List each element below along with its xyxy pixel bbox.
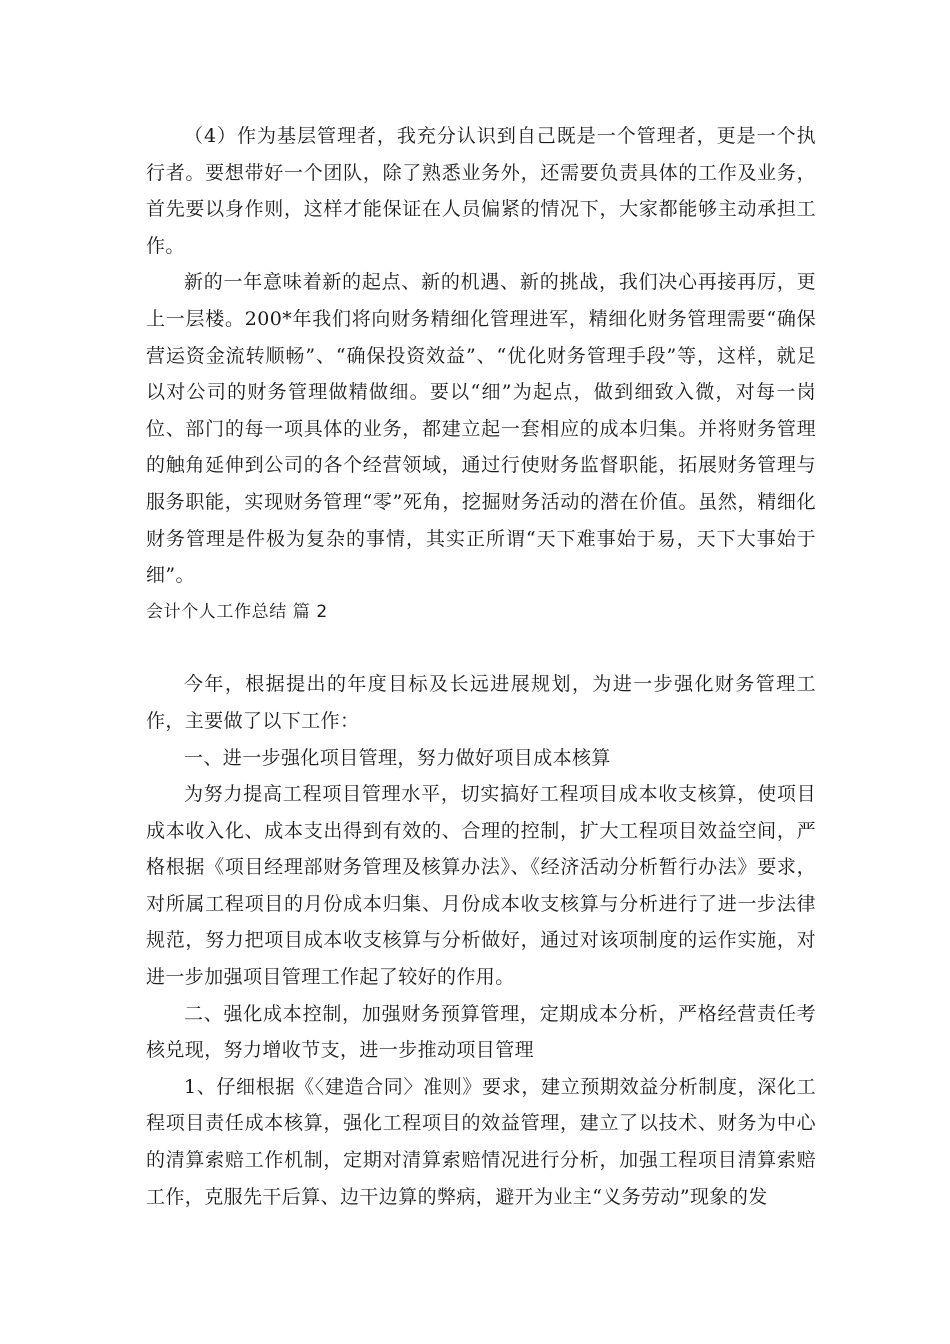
paragraph-project-cost: 为努力提高工程项目管理水平，切实搞好工程项目成本收支核算，使项目成本收入化、成本支出得到有效的、合理的控制，扩大工程项目效益空间，严格根据《项目经理部财务管理及核算办法》、《经济活动分析暂行办法》要求，对所属工程项目的月份成本归集、月份成本收支核算与分析进行了进一步法律规范，努力把项目成本收支核算与分析做好，通过对该项制度的运作实施，对进一步加强项目管理工作起了较好的作用。 xyxy=(146,783,816,989)
paragraph-contract-standard: 1、仔细根据《〈建造合同〉准则》要求，建立预期效益分析制度，深化工程项目责任成本核算，强化工程项目的效益管理，建立了以技术、财务为中心的清算索赔工作机制，定期对清算索赔情况进行分析，加强工程项目清算索赔工作，克服先干后算、边干边算的弊病，避开为业主“义务劳动”现象的发 xyxy=(146,1075,816,1208)
paragraph-role-of-manager: （4）作为基层管理者，我充分认识到自己既是一个管理者，更是一个执行者。要想带好一个团队，除了熟悉业务外，还需要负责具体的工作及业务，首先要以身作则，这样才能保证在人员偏紧的情况下，大家都能够主动承担工作。 xyxy=(146,125,816,257)
section-heading: 会计个人工作总结 篇 2 xyxy=(146,601,328,622)
paragraph-new-year-plan: 新的一年意味着新的起点、新的机遇、新的挑战，我们决心再接再厉，更上一层楼。200*年我们将向财务精细化管理进军，精细化财务管理需要“确保营运资金流转顺畅”、“确保投资效益”、“优化财务管理手段”等，这样，就足以对公司的财务管理做精做细。要以“细”为起点，做到细致入微，对每一岗位、部门的每一项具体的业务，都建立起一套相应的成本归集。并将财务管理的触角延伸到公司的各个经营领域，通过行使财务监督职能，拓展财务管理与服务职能，实现财务管理“零”死角，挖掘财务活动的潜在价值。虽然，精细化财务管理是件极为复杂的事情，其实正所谓“天下难事始于易，天下大事始于细”。 xyxy=(146,271,816,587)
subheading-project-management: 一、进一步强化项目管理，努力做好项目成本核算 xyxy=(184,746,611,769)
subheading-cost-control: 二、强化成本控制，加强财务预算管理，定期成本分析，严格经营责任考核兑现，努力增收节支，进一步推动项目管理 xyxy=(146,1002,816,1062)
document-body xyxy=(146,118,816,1215)
blank-line xyxy=(146,630,816,666)
paragraph-intro: 今年，根据提出的年度目标及长远进展规划，为进一步强化财务管理工作，主要做了以下工作： xyxy=(146,673,816,732)
